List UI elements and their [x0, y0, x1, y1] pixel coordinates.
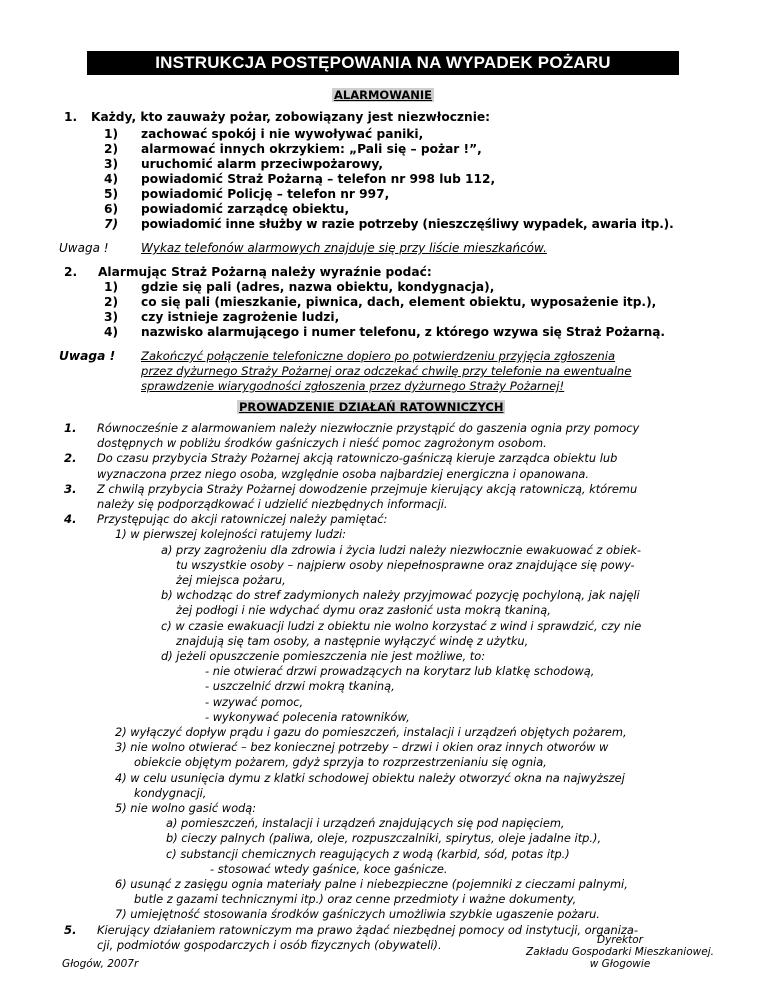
- rescue-line: cji, podmiotów gospodarczych i osób fizycznych (obywateli).: [97, 937, 442, 952]
- step-text: gdzie się pali (adres, nazwa obiektu, kondygnacja),: [141, 280, 495, 294]
- rescue-item-number: 4.: [64, 512, 77, 527]
- step-number: 3): [104, 310, 119, 324]
- signature-line: w Głogowie: [589, 958, 651, 970]
- rescue-line: 5) nie wolno gasić wodą:: [115, 801, 257, 815]
- step-number: 4): [104, 172, 119, 186]
- step-text: uruchomić alarm przeciwpożarowy,: [141, 157, 383, 171]
- rescue-line: Kierujący działaniem ratowniczym ma prawo żądać niezbędnej pomocy od instytucji, organiza-: [97, 922, 638, 937]
- note-line: przez dyżurnego Straży Pożarnej oraz odczekać chwilę przy telefonie na ewentualne: [141, 364, 632, 378]
- rescue-line: 6) usunąć z zasięgu ognia materiały palne i niebezpieczne (pojemniki z cieczami palnymi,: [115, 877, 628, 891]
- rescue-line: należy się podporządkować i udzielić niezbędnych informacji.: [97, 497, 448, 511]
- rescue-line: - uszczelnić drzwi mokrą tkaniną,: [205, 679, 395, 694]
- rescue-line: żej podłogi i nie wdychać dymu oraz zasłonić usta mokrą tkaniną,: [176, 603, 551, 618]
- rescue-line: - wzywać pomoc,: [205, 694, 304, 709]
- note-text: Wykaz telefonów alarmowych znajduje się przy liście mieszkańców.: [141, 241, 547, 255]
- rescue-line: butle z gazami technicznymi itp.) oraz cenne przedmioty i ważne dokumenty,: [134, 892, 577, 907]
- step-text: powiadomić Policję – telefon nr 997,: [141, 187, 390, 201]
- signature-line: Zakładu Gospodarki Mieszkaniowej.: [526, 946, 714, 958]
- rescue-line: wyznaczona przez niego osoba, względnie osoba najbardziej energiczna i opanowana.: [97, 466, 590, 481]
- rescue-line: 1) w pierwszej kolejności ratujemy ludzi:: [115, 527, 347, 542]
- rescue-item-number: 1.: [64, 421, 77, 435]
- step-text: alarmować innych okrzykiem: „Pali się – pożar !”,: [141, 142, 482, 156]
- note-line: sprawdzenie wiarygodności zgłoszenia przez dyżurnego Straży Pożarnej!: [141, 379, 565, 393]
- step-number: 3): [104, 157, 119, 171]
- rescue-line: 4) w celu usunięcia dymu z klatki schodowej obiektu należy otworzyć okna na najwyższej: [115, 770, 625, 785]
- rescue-line: znajdują się tam osoby, a następnie wyłączyć windę z użytku,: [176, 633, 529, 648]
- step-text: powiadomić Straż Pożarną – telefon nr 998 lub 112,: [141, 172, 496, 186]
- rescue-line: 2) wyłączyć dopływ prądu i gazu do pomieszczeń, instalacji i urządzeń objętych pożarem,: [115, 725, 627, 739]
- rescue-item-number: 2.: [64, 451, 77, 466]
- step-number: 2): [104, 142, 119, 156]
- step-text: powiadomić inne służby w razie potrzeby (nieszczęśliwy wypadek, awaria itp.).: [141, 217, 674, 231]
- step-number: 1): [104, 280, 119, 294]
- rescue-line: a) przy zagrożeniu dla zdrowia i życia ludzi należy niezwłocznie ewakuować z obiek-: [161, 542, 642, 557]
- rescue-line: obiekcie objętym pożarem, gdyż sprzyja to rozprzestrzenianiu się ognia,: [134, 755, 547, 770]
- item-number: 2.: [64, 265, 78, 279]
- step-number: 6): [104, 202, 119, 216]
- rescue-line: - nie otwierać drzwi prowadzących na korytarz lub klatkę schodową,: [205, 664, 595, 679]
- rescue-line: tu wszystkie osoby – najpierw osoby niepełnosprawne oraz znajdujące się powy-: [176, 557, 635, 572]
- item-text: Alarmując Straż Pożarną należy wyraźnie podać:: [98, 265, 432, 279]
- rescue-line: c) w czasie ewakuacji ludzi z obiektu nie wolno korzystać z wind i sprawdzić, czy nie: [161, 618, 642, 633]
- rescue-line: c) substancji chemicznych reagujących z wodą (karbid, sód, potas itp.): [166, 846, 570, 861]
- step-number: 1): [104, 127, 119, 141]
- rescue-line: 3) nie wolno otwierać – bez koniecznej potrzeby – drzwi i okien oraz innych otworów w: [115, 740, 609, 755]
- step-number: 2): [104, 295, 119, 309]
- rescue-line: Przystępując do akcji ratowniczej należy pamiętać:: [97, 512, 388, 527]
- note-line: Zakończyć połączenie telefoniczne dopiero po potwierdzeniu przyjęcia zgłoszenia: [141, 349, 616, 363]
- rescue-line: Z chwilą przybycia Straży Pożarnej dowodzenie przejmuje kierujący akcją ratowniczą, któremu: [97, 481, 638, 496]
- rescue-line: b) wchodząc do stref zadymionych należy przyjmować pozycję pochyloną, jak najęli: [161, 588, 640, 603]
- step-text: zachować spokój i nie wywoływać paniki,: [141, 127, 424, 141]
- place-date: Głogów, 2007r: [62, 958, 139, 970]
- note-label: Uwaga !: [59, 241, 109, 255]
- rescue-line: żej miejsca pożaru,: [176, 573, 286, 587]
- rescue-line: Do czasu przybycia Straży Pożarnej akcją ratowniczo-gaśniczą kieruje zarządca obiektu lub: [97, 451, 618, 466]
- rescue-line: d) jeżeli opuszczenie pomieszczenia nie jest możliwe, to:: [161, 649, 486, 663]
- step-number: 7): [104, 217, 119, 231]
- rescue-item-number: 3.: [64, 481, 77, 496]
- rescue-line: 7) umiejętność stosowania środków gaśniczych umożliwia szybkie ugaszenie pożaru.: [115, 907, 600, 922]
- rescue-line: Równocześnie z alarmowaniem należy niezwłocznie przystąpić do gaszenia ognia przy pomocy: [97, 421, 640, 435]
- item-number: 1.: [64, 110, 78, 124]
- rescue-line: - wykonywać polecenia ratowników,: [205, 709, 410, 724]
- step-number: 5): [104, 187, 119, 201]
- document-title: INSTRUKCJA POSTĘPOWANIA NA WYPADEK POŻARU: [87, 51, 679, 75]
- rescue-line: - stosować wtedy gaśnice, koce gaśnicze.: [210, 861, 448, 876]
- rescue-line: a) pomieszczeń, instalacji i urządzeń znajdujących się pod napięciem,: [166, 816, 565, 831]
- step-text: powiadomić zarządcę obiektu,: [141, 202, 350, 216]
- rescue-item-number: 5.: [64, 922, 77, 937]
- rescue-line: dostępnych w pobliżu środków gaśniczych i nieść pomoc zagrożonym osobom.: [97, 436, 547, 451]
- step-text: co się pali (mieszkanie, piwnica, dach, element obiektu, wyposażenie itp.),: [141, 295, 657, 309]
- step-text: czy istnieje zagrożenie ludzi,: [141, 310, 340, 324]
- section-heading-alarm: ALARMOWANIE: [334, 88, 433, 102]
- step-number: 4): [104, 325, 119, 339]
- note-label: Uwaga !: [59, 349, 116, 363]
- rescue-line: b) cieczy palnych (paliwa, oleje, rozpuszczalniki, spirytus, oleje jadalne itp.),: [166, 831, 602, 846]
- step-text: nazwisko alarmującego i numer telefonu, z którego wzywa się Straż Pożarną.: [141, 325, 665, 339]
- signature-line: Dyrektor: [596, 934, 643, 946]
- section-heading-rescue: PROWADZENIE DZIAŁAŃ RATOWNICZYCH: [239, 400, 504, 414]
- rescue-line: kondygnacji,: [134, 785, 207, 800]
- item-text: Każdy, kto zauważy pożar, zobowiązany jest niezwłocznie:: [91, 110, 491, 124]
